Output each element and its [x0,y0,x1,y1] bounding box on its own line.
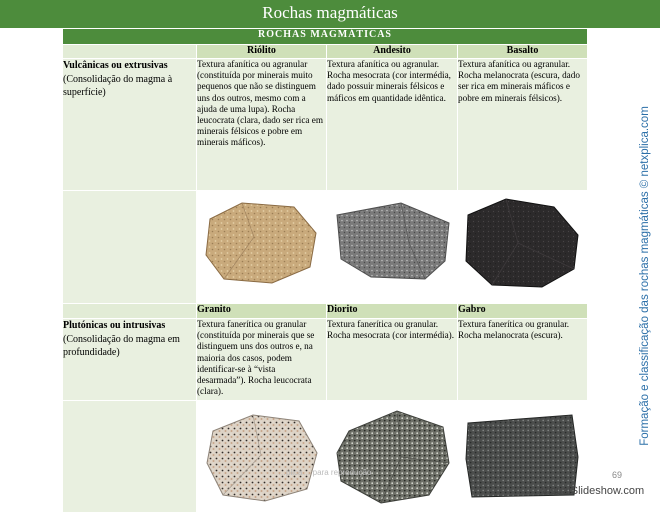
basalto-description: Textura afanítica ou agranular. Rocha melanocrata (escura, dado ser rica em minerais máficos e pobre em minerais félsicos). [458,59,588,191]
volcanic-image-spacer [63,191,197,304]
riolito-rock-image [202,197,320,287]
diorito-image-cell [327,401,458,513]
empty-header-cell [63,45,197,59]
plutonic-label-detail: (Consolidação do magma em profundidade) [63,333,180,358]
table-header-row [63,29,588,45]
col-header-gabro: Gabro [458,304,588,319]
volcanic-label-bold: Vulcânicas ou extrusivas [63,60,168,71]
granito-rock-image [203,409,321,505]
volcanic-label [63,59,197,191]
col-header-diorito: Diorito [327,304,458,319]
granito-image-cell [197,401,327,513]
side-caption [637,90,655,470]
plutonic-image-spacer [63,401,197,513]
side-caption-text: Formação e classificação das rochas magmáticas © netxplica.com [639,106,651,446]
col-header-granito: Granito [197,304,327,319]
diorito-rock-image [331,407,455,507]
andesito-image-cell [327,191,458,304]
footer-faded-text: …plica… para reprodução [278,468,372,477]
col-header-basalto: Basalto [458,45,588,59]
granito-description: Textura fanerítica ou granular (constituída por minerais que se distinguem uns dos outros e, na maioria dos casos, podem identificar-se à “vista desarmada”). Rocha leucocrata (clara). [197,319,327,401]
plutonic-label-bold: Plutónicas ou intrusivas [63,320,166,331]
volcanic-column-headers [63,45,588,59]
volcanic-description-row [63,59,588,191]
volcanic-image-row [63,191,588,304]
andesito-description: Textura afanítica ou agranular. Rocha mesocrata (cor intermédia, dado possuir minerais félsicos e máficos em quantidade idêntica. [327,59,458,191]
riolito-image-cell [197,191,327,304]
watermark-text: VisualSlideshow.com [541,485,645,497]
basalto-image-cell [458,191,588,304]
rocks-table [62,28,588,513]
empty-header-cell-2 [63,304,197,319]
basalto-rock-image [462,195,584,291]
andesito-rock-image [331,199,455,285]
col-header-riolito: Riólito [197,45,327,59]
plutonic-description-row [63,319,588,401]
page-number: 69 [612,470,623,480]
table-header: ROCHAS MAGMÁTICAS [63,29,588,45]
plutonic-image-row [63,401,588,513]
volcanic-label-detail: (Consolidação do magma à superfície) [63,73,173,98]
plutonic-label [63,319,197,401]
slide-title: Rochas magmáticas [262,3,398,22]
diorito-description: Textura fanerítica ou granular. Rocha mesocrata (cor intermédia). [327,319,458,401]
gabro-description: Textura fanerítica ou granular. Rocha melanocrata (escura). [458,319,588,401]
plutonic-column-headers [63,304,588,319]
riolito-description: Textura afanítica ou agranular (constituída por minerais muito pequenos que não se distinguem uns dos outros, mesmo com a ajuda de uma lupa). Rocha leucocrata (clara, dado ser rica em minerais félsicos e pobre em minerais máficos). [197,59,327,191]
col-header-andesito: Andesito [327,45,458,59]
